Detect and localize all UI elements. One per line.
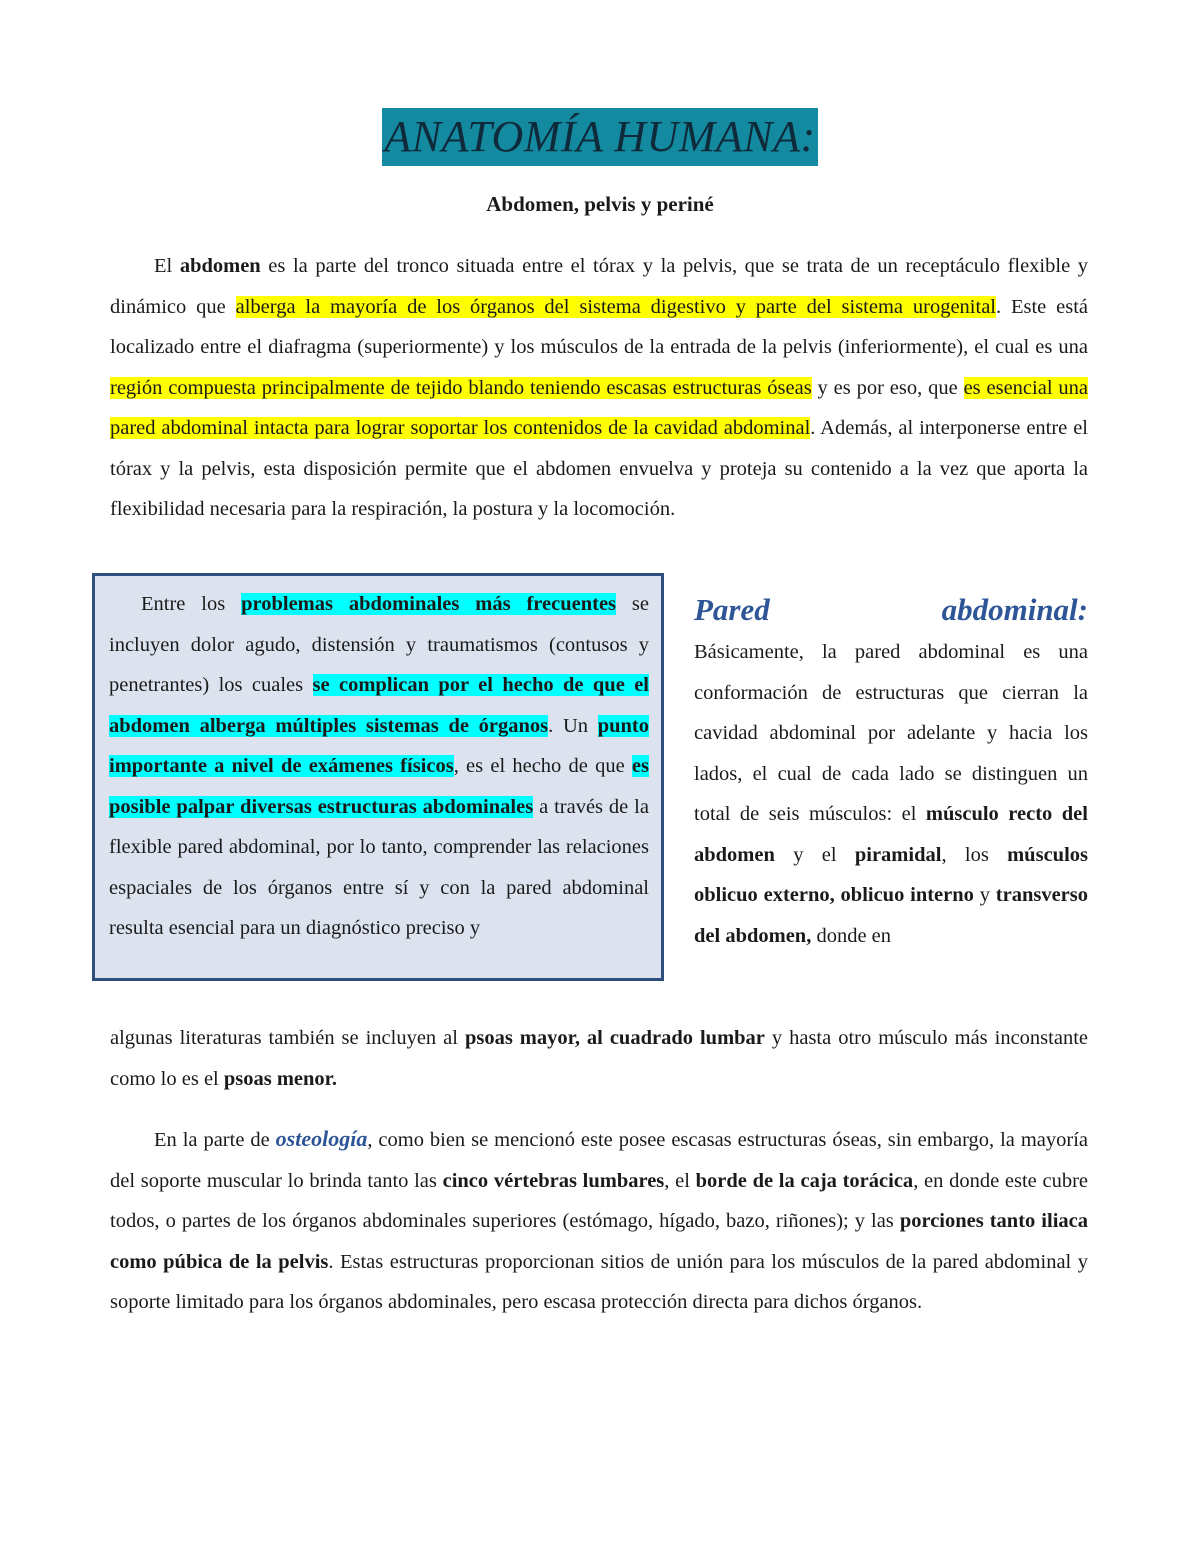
text-run: algunas literaturas también se incluyen al (110, 1027, 465, 1049)
continuation-paragraph (110, 1018, 1088, 1099)
yellow-highlight: región compuesta principalmente de tejido blando teniendo escasas estructuras óseas (110, 376, 812, 399)
problems-text-box (92, 573, 664, 981)
text-run: Básicamente, la pared abdominal es una conformación de estructuras que cierran la cavidad abdominal por adelante y hacia los lados, el cual de cada lado se distinguen un total de seis músculos: el (694, 641, 1088, 825)
text-run: a través de la flexible pared abdominal, por lo tanto, comprender las relaciones espaciales de los órganos entre sí y con la pared abdominal resulta esencial para un diagnóstico preciso y (109, 795, 649, 939)
abdominal-wall-section (694, 588, 1088, 956)
abdominal-wall-paragraph (694, 632, 1088, 956)
heading-word: abdominal: (941, 592, 1088, 627)
cyan-highlight: punto importante a nivel de exámenes físicos (109, 714, 649, 777)
yellow-highlight: es esencial una pared abdominal intacta para lograr soportar los contenidos de la cavidad abdominal (110, 376, 1088, 439)
text-run: . Además, al interponerse entre el tórax y la pelvis, esta disposición permite que el abdomen envuelva y proteja su contenido a la vez que aporta la flexibilidad necesaria para la respiración, la postura y la locomoción. (110, 417, 1088, 520)
bold-term: cinco vértebras lumbares (442, 1169, 665, 1192)
text-run: y el (774, 843, 855, 866)
bold-term-abdomen: abdomen (179, 255, 261, 277)
text-run: donde en (811, 924, 892, 947)
intro-paragraph (110, 246, 1088, 530)
text-run: . Estas estructuras proporcionan sitios de unión para los músculos de la pared abdominal y soporte limitado para los órganos abdominales, pero escasa protección directa para dichos órganos. (110, 1250, 1088, 1313)
bold-term: músculo recto del abdomen (694, 803, 1088, 866)
problems-paragraph (109, 584, 649, 949)
osteology-paragraph (110, 1119, 1088, 1323)
osteology-term: osteología (275, 1126, 368, 1151)
text-run: . Un (548, 714, 598, 737)
bold-term: borde de la caja torácica (695, 1169, 914, 1192)
text-run: , es el hecho de que (453, 755, 632, 777)
text-run: y hasta otro músculo más inconstante como lo es el (110, 1027, 1088, 1090)
section-heading (694, 588, 1088, 632)
text-run: En la parte de (154, 1129, 276, 1151)
bold-term: porciones tanto iliaca como púbica de la pelvis (110, 1210, 1088, 1273)
document-subtitle: Abdomen, pelvis y periné (486, 192, 714, 216)
text-run: Entre los (141, 593, 242, 615)
bold-term: músculos oblicuo externo, oblicuo interno (694, 843, 1088, 906)
bold-term: transverso del abdomen, (694, 884, 1088, 947)
text-run: El (154, 255, 180, 277)
document-title: ANATOMÍA HUMANA: (382, 108, 817, 166)
bold-term: psoas mayor, al cuadrado lumbar (464, 1027, 765, 1049)
cyan-highlight: se complican por el hecho de que el abdomen alberga múltiples sistemas de órganos (109, 674, 650, 737)
text-run: es la parte del tronco situada entre el tórax y la pelvis, que se trata de un receptáculo flexible y dinámico que (110, 255, 1089, 318)
text-run: , los (941, 843, 1008, 866)
text-run: . Este está localizado entre el diafragma (superiormente) y los músculos de la entrada de la pelvis (inferiormente), el cual es una (110, 295, 1088, 358)
cyan-highlight: problemas abdominales más frecuentes (241, 593, 617, 615)
text-run: , el (664, 1169, 696, 1192)
bold-term: piramidal (854, 843, 942, 866)
yellow-highlight: alberga la mayoría de los órganos del sistema digestivo y parte del sistema urogenital (235, 295, 996, 318)
text-run: y es por eso, que (811, 376, 964, 399)
text-run: y (973, 884, 996, 906)
title-container (0, 108, 1200, 166)
text-run: , en donde este cubre todos, o partes de los órganos abdominales superiores (estómago, hígado, bazo, riñones); y las (110, 1169, 1088, 1232)
heading-word: Pared (694, 592, 770, 627)
bold-term: psoas menor. (223, 1067, 338, 1090)
cyan-highlight: es posible palpar diversas estructuras abdominales (109, 755, 649, 818)
text-run: , como bien se mencionó este posee escasas estructuras óseas, sin embargo, la mayoría del soporte muscular lo brinda tanto las (110, 1129, 1088, 1192)
text-run: se incluyen dolor agudo, distensión y traumatismos (contusos y penetrantes) los cuales (109, 593, 649, 696)
